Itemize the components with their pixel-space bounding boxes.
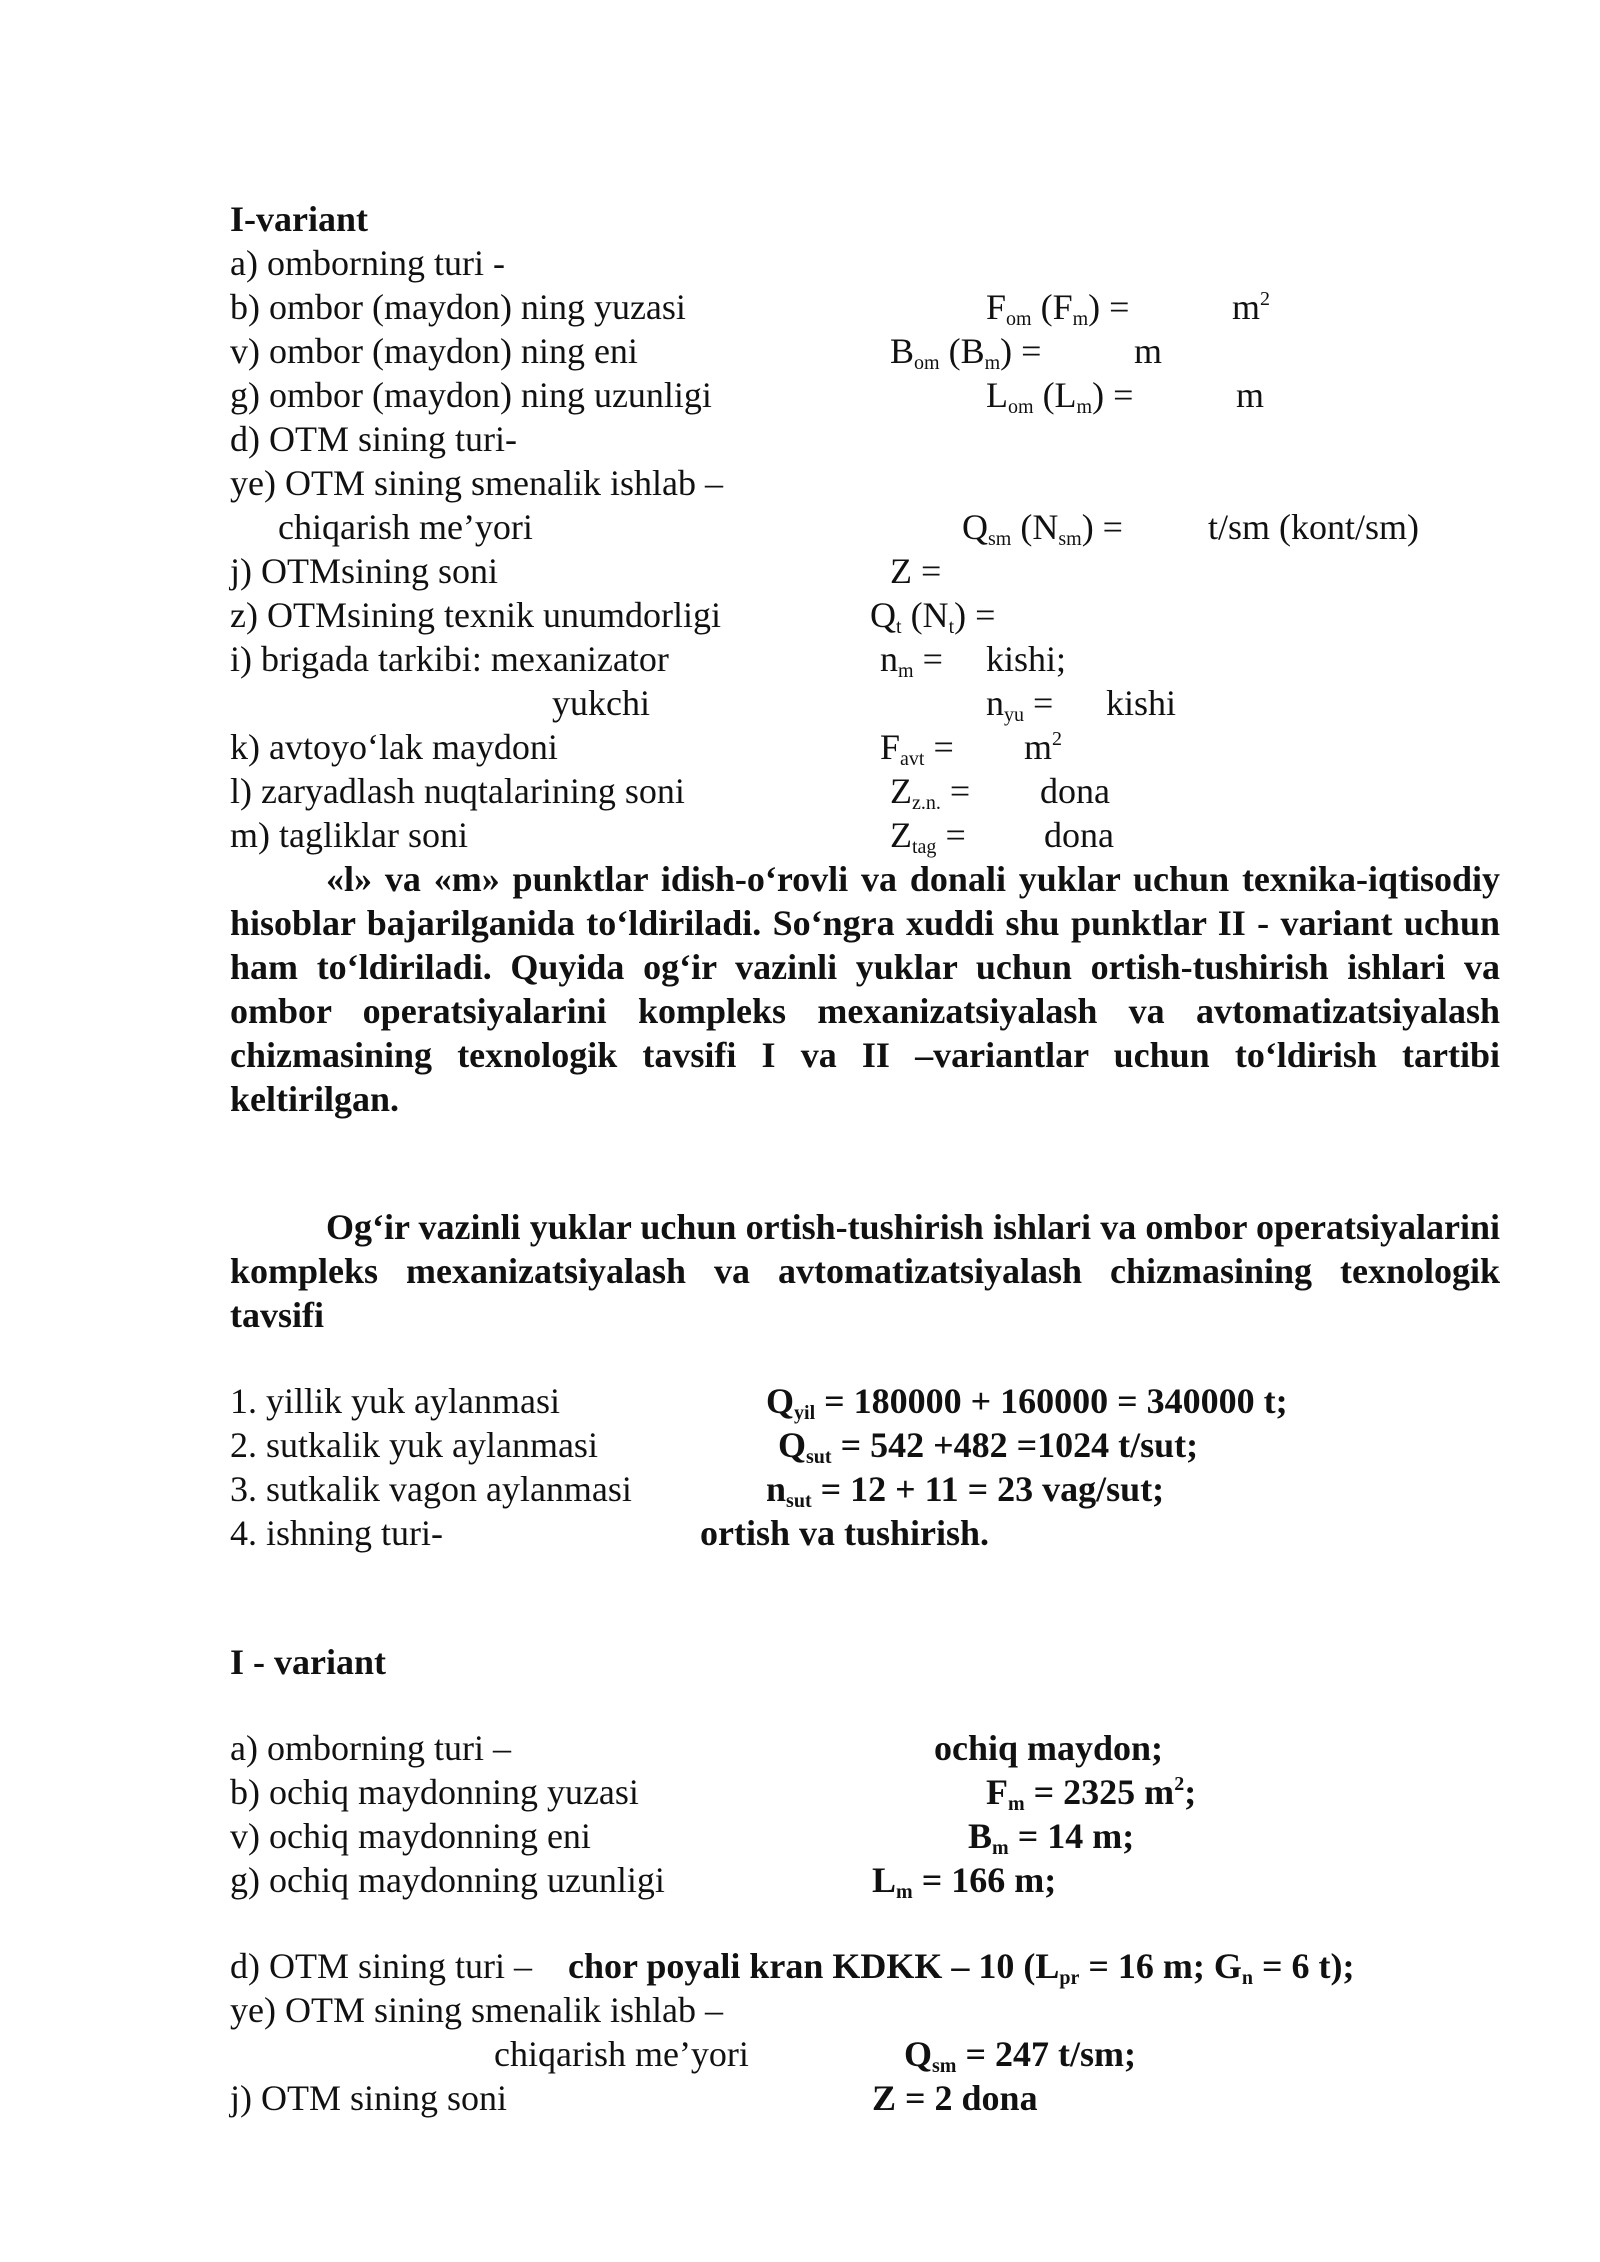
item-label: chiqarish me’yori xyxy=(494,2034,749,2074)
item-label: a) omborning turi - xyxy=(230,243,505,283)
item-label: b) ombor (maydon) ning yuzasi xyxy=(230,287,686,327)
unit-loader: kishi xyxy=(1106,683,1177,723)
open-width-line xyxy=(0,1814,1600,1858)
storage-type-value: ochiq maydon; xyxy=(934,1728,1164,1768)
item-label: b) ochiq maydonning yuzasi xyxy=(230,1772,639,1812)
unit-auto-area: $m^2$ xyxy=(1024,727,1063,767)
item-label: v) ochiq maydonning eni xyxy=(230,1816,591,1856)
unit-length: m xyxy=(1236,375,1265,415)
line-g xyxy=(0,373,1600,417)
storage-type-line xyxy=(0,1726,1600,1770)
open-length-line xyxy=(0,1858,1600,1902)
line-b xyxy=(0,285,1600,329)
section-title: I-variant xyxy=(230,199,368,239)
open-length-value: $L_m = 166$ m; xyxy=(872,1860,1057,1903)
item-label: m) tagliklar soni xyxy=(230,815,468,855)
line-ye2 xyxy=(0,505,1600,549)
item-label: 1. yillik yuk aylanmasi xyxy=(230,1381,560,1421)
line-m xyxy=(0,813,1600,857)
formula-loader: $n_{yu}$ = xyxy=(986,683,1054,726)
daily-turnover-line xyxy=(0,1423,1600,1467)
line-i2 xyxy=(0,681,1600,725)
daily-wagon-line xyxy=(0,1467,1600,1511)
formula-auto-area: $F_{avt}$ = xyxy=(880,727,954,770)
formula-count: Z = xyxy=(890,551,942,591)
unit-charging: dona xyxy=(1040,771,1110,811)
item-label: d) OTM sining turi – xyxy=(230,1946,532,1986)
line-d xyxy=(0,417,1600,461)
unit-mechanizer: kishi; xyxy=(986,639,1067,679)
item-label: j) OTM sining soni xyxy=(230,2078,508,2118)
item-label: g) ombor (maydon) ning uzunligi xyxy=(230,375,712,415)
item-label: g) ochiq maydonning uzunligi xyxy=(230,1860,665,1900)
line-l xyxy=(0,769,1600,813)
item-label: j) OTMsining soni xyxy=(230,551,499,591)
item-label: d) OTM sining turi- xyxy=(230,419,517,459)
item-label: ye) OTM sining smenalik ishlab – xyxy=(230,1990,723,2030)
item-label: i) brigada tarkibi: mexanizator xyxy=(230,639,669,679)
item-label: chiqarish me’yori xyxy=(278,507,533,547)
shift-norm-value-line xyxy=(0,2032,1600,2076)
annual-turnover-line xyxy=(0,1379,1600,1423)
annual-turnover-value: $Q_{yil} = 180000 + 160000 = 340000$ t; xyxy=(766,1381,1288,1424)
work-type-line xyxy=(0,1511,1600,1555)
formula-charging: $Z_{z.n.}$ = xyxy=(890,771,971,814)
intro-paragraph: «l» va «m» punktlar idish-o‘rovli va donali yuklar uchun texnika-iqtisodiy hisoblar bajarilganida to‘ldiriladi. So‘ngra xuddi shu punktlar II - variant uchun ham to‘ldiriladi. Quyida og‘ir vazinli yuklar uchun ortish-tushirish ishlari va ombor operatsiyalarini kompleks mexanizatsiyalash va avtomatizatsiyalash chizmasining texnologik tavsifi I va II –variantlar uchun to‘ldirish tartibi keltirilgan. xyxy=(230,859,1500,1119)
item-label: k) avtoyo‘lak maydoni xyxy=(230,727,558,767)
item-label: 3. sutkalik vagon aylanmasi xyxy=(230,1469,632,1509)
item-label: yukchi xyxy=(552,683,650,723)
work-type-value: ortish va tushirish. xyxy=(700,1513,990,1553)
crane-type-line xyxy=(0,1944,1600,1988)
unit-pallets: dona xyxy=(1044,815,1114,855)
item-label: l) zaryadlash nuqtalarining soni xyxy=(230,771,685,811)
line-k xyxy=(0,725,1600,769)
item-label: a) omborning turi – xyxy=(230,1728,511,1768)
unit-area: $m^2$ xyxy=(1232,287,1271,327)
technological-description-heading: Og‘ir vazinli yuklar uchun ortish-tushirish ishlari va ombor operatsiyalarini kompleks mexanizatsiyalash va avtomatizatsiyalash chizmasining texnologik tavsifi xyxy=(230,1207,1500,1335)
line-v xyxy=(0,329,1600,373)
open-width-value: $B_m = 14$ m; xyxy=(968,1816,1135,1859)
crane-type-value: chor poyali kran KDKK – 10 ($L_{pr} = 16$ m; $G_n = 6$ t); xyxy=(568,1946,1355,1989)
formula-pallets: $Z_{tag}$ = xyxy=(890,815,966,858)
section-title: I - variant xyxy=(230,1642,386,1682)
item-label: v) ombor (maydon) ning eni xyxy=(230,331,638,371)
crane-count-value: Z = 2 dona xyxy=(872,2078,1038,2118)
line-z xyxy=(0,593,1600,637)
section1-title-line xyxy=(0,197,1600,241)
item-label: ye) OTM sining smenalik ishlab – xyxy=(230,463,723,503)
line-j xyxy=(0,549,1600,593)
daily-turnover-value: $Q_{sut} = 542 +482 =1024$ t/sut; xyxy=(778,1425,1199,1468)
crane-count-line xyxy=(0,2076,1600,2120)
daily-wagon-value: $n_{sut} = 12 + 11 = 23$ vag/sut; xyxy=(766,1469,1165,1512)
formula-length: $L_{om}$ $(L_m)$ = xyxy=(986,375,1134,418)
unit-shift-norm: t/sm (kont/sm) xyxy=(1208,507,1420,547)
line-ye xyxy=(0,461,1600,505)
formula-area: $F_{om}$ $(F_m)$ = xyxy=(986,287,1130,330)
formula-mechanizer: $n_m$ = xyxy=(880,639,943,682)
item-label: 4. ishning turi- xyxy=(230,1513,443,1553)
formula-productivity: $Q_t$ $(N_t)$ = xyxy=(870,595,996,638)
line-i xyxy=(0,637,1600,681)
item-label: z) OTMsining texnik unumdorligi xyxy=(230,595,721,635)
shift-norm-line xyxy=(0,1988,1600,2032)
open-area-line xyxy=(0,1770,1600,1814)
section3-title-line xyxy=(0,1640,1600,1684)
line-a xyxy=(0,241,1600,285)
formula-width: $B_{om}$ $(B_m)$ = xyxy=(890,331,1042,374)
formula-shift-norm: $Q_{sm}$ $(N_{sm})$ = xyxy=(962,507,1123,550)
unit-width: m xyxy=(1134,331,1163,371)
shift-norm-value: $Q_{sm} = 247$ t/sm; xyxy=(904,2034,1136,2077)
open-area-value: $F_m = 2325$ $m^2$; xyxy=(986,1772,1197,1815)
item-label: 2. sutkalik yuk aylanmasi xyxy=(230,1425,598,1465)
